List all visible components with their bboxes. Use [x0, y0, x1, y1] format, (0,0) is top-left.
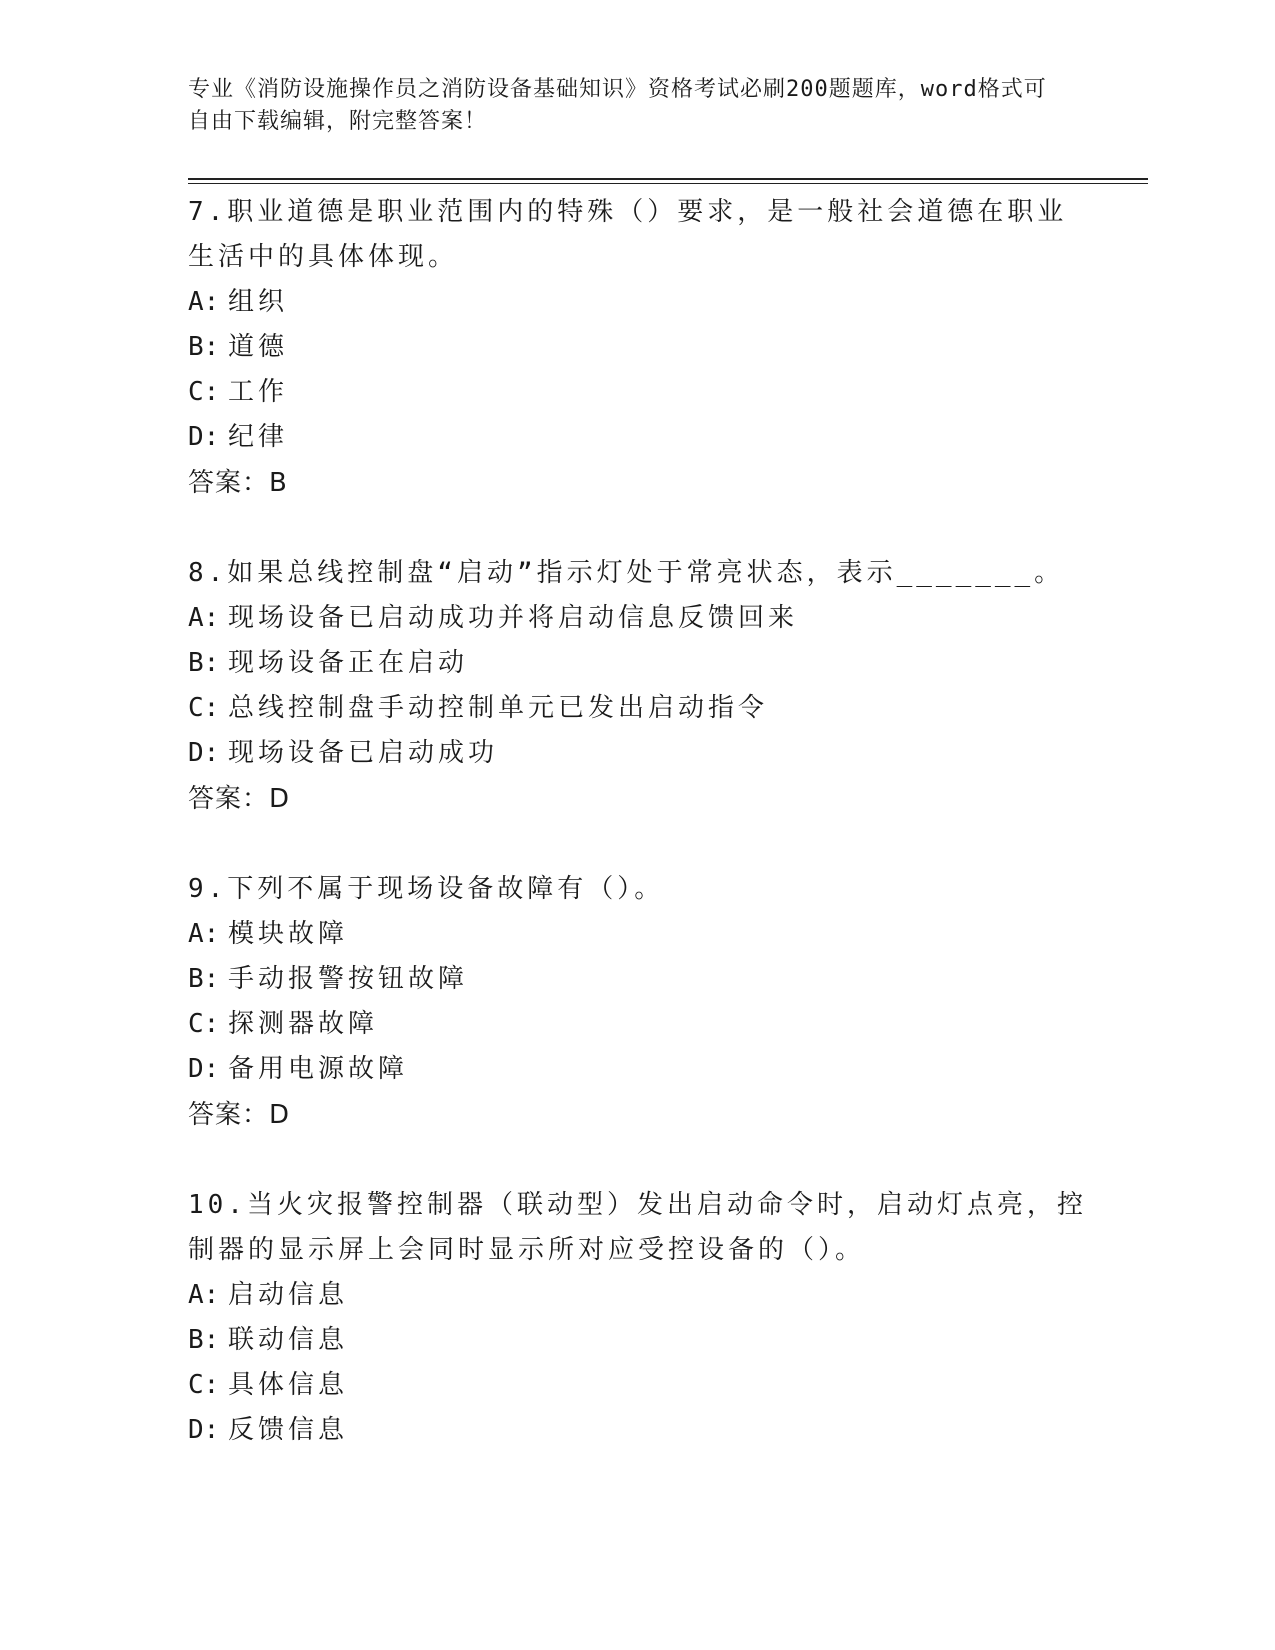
option-text: 探测器故障	[228, 1009, 379, 1039]
question-list	[188, 190, 1088, 1498]
answer-text: 答案：B	[188, 468, 288, 498]
question-text: 7.职业道德是职业范围内的特殊（）要求，是一般社会道德在职业生活中的具体体现。	[188, 197, 1068, 272]
option-b	[188, 1318, 1088, 1363]
question-text: 9.下列不属于现场设备故障有（）。	[188, 874, 665, 904]
option-letter: B:	[188, 332, 220, 362]
option-letter: B:	[188, 648, 220, 678]
question-text: 8.如果总线控制盘“启动”指示灯处于常亮状态，表示_______。	[188, 558, 1065, 588]
option-text: 具体信息	[228, 1370, 349, 1400]
option-text: 现场设备正在启动	[228, 648, 469, 678]
option-d	[188, 415, 1088, 460]
option-letter: D:	[188, 1415, 220, 1445]
option-letter: D:	[188, 422, 220, 452]
option-text: 反馈信息	[228, 1415, 349, 1445]
option-b	[188, 325, 1088, 370]
option-b	[188, 641, 1088, 686]
option-a	[188, 280, 1088, 325]
question-8	[188, 551, 1088, 822]
option-letter: D:	[188, 1054, 220, 1084]
question-7	[188, 190, 1088, 506]
header-rule-thin	[188, 183, 1148, 184]
question-10	[188, 1183, 1088, 1453]
option-text: 工作	[228, 377, 289, 407]
option-text: 联动信息	[228, 1325, 349, 1355]
option-text: 模块故障	[228, 919, 349, 949]
option-letter: A:	[188, 287, 220, 317]
answer-text: 答案：D	[188, 1100, 291, 1130]
question-9	[188, 867, 1088, 1138]
option-d	[188, 731, 1088, 776]
option-letter: A:	[188, 919, 220, 949]
option-text: 总线控制盘手动控制单元已发出启动指令	[228, 693, 769, 723]
option-letter: D:	[188, 738, 220, 768]
option-a	[188, 912, 1088, 957]
option-a	[188, 596, 1088, 641]
option-d	[188, 1408, 1088, 1453]
option-a	[188, 1273, 1088, 1318]
option-b	[188, 957, 1088, 1002]
question-text: 10.当火灾报警控制器（联动型）发出启动命令时，启动灯点亮，控制器的显示屏上会同时显示所对应受控设备的（）。	[188, 1190, 1087, 1265]
option-c	[188, 1363, 1088, 1408]
option-letter: C:	[188, 1009, 220, 1039]
option-c	[188, 370, 1088, 415]
option-letter: B:	[188, 1325, 220, 1355]
option-letter: A:	[188, 603, 220, 633]
option-text: 现场设备已启动成功	[228, 738, 499, 768]
option-letter: A:	[188, 1280, 220, 1310]
option-text: 道德	[228, 332, 289, 362]
option-text: 手动报警按钮故障	[228, 964, 469, 994]
option-text: 组织	[228, 287, 289, 317]
option-letter: C:	[188, 693, 220, 723]
option-text: 备用电源故障	[228, 1054, 409, 1084]
option-text: 现场设备已启动成功并将启动信息反馈回来	[228, 603, 799, 633]
option-letter: C:	[188, 1370, 220, 1400]
header-rule-thick	[188, 178, 1148, 180]
option-text: 启动信息	[228, 1280, 349, 1310]
option-d	[188, 1047, 1088, 1092]
option-letter: C:	[188, 377, 220, 407]
option-letter: B:	[188, 964, 220, 994]
option-c	[188, 686, 1088, 731]
document-header: 专业《消防设施操作员之消防设备基础知识》资格考试必刷200题题库，word格式可自由下载编辑，附完整答案！	[188, 77, 1047, 134]
answer-text: 答案：D	[188, 784, 291, 814]
option-c	[188, 1002, 1088, 1047]
option-text: 纪律	[228, 422, 289, 452]
